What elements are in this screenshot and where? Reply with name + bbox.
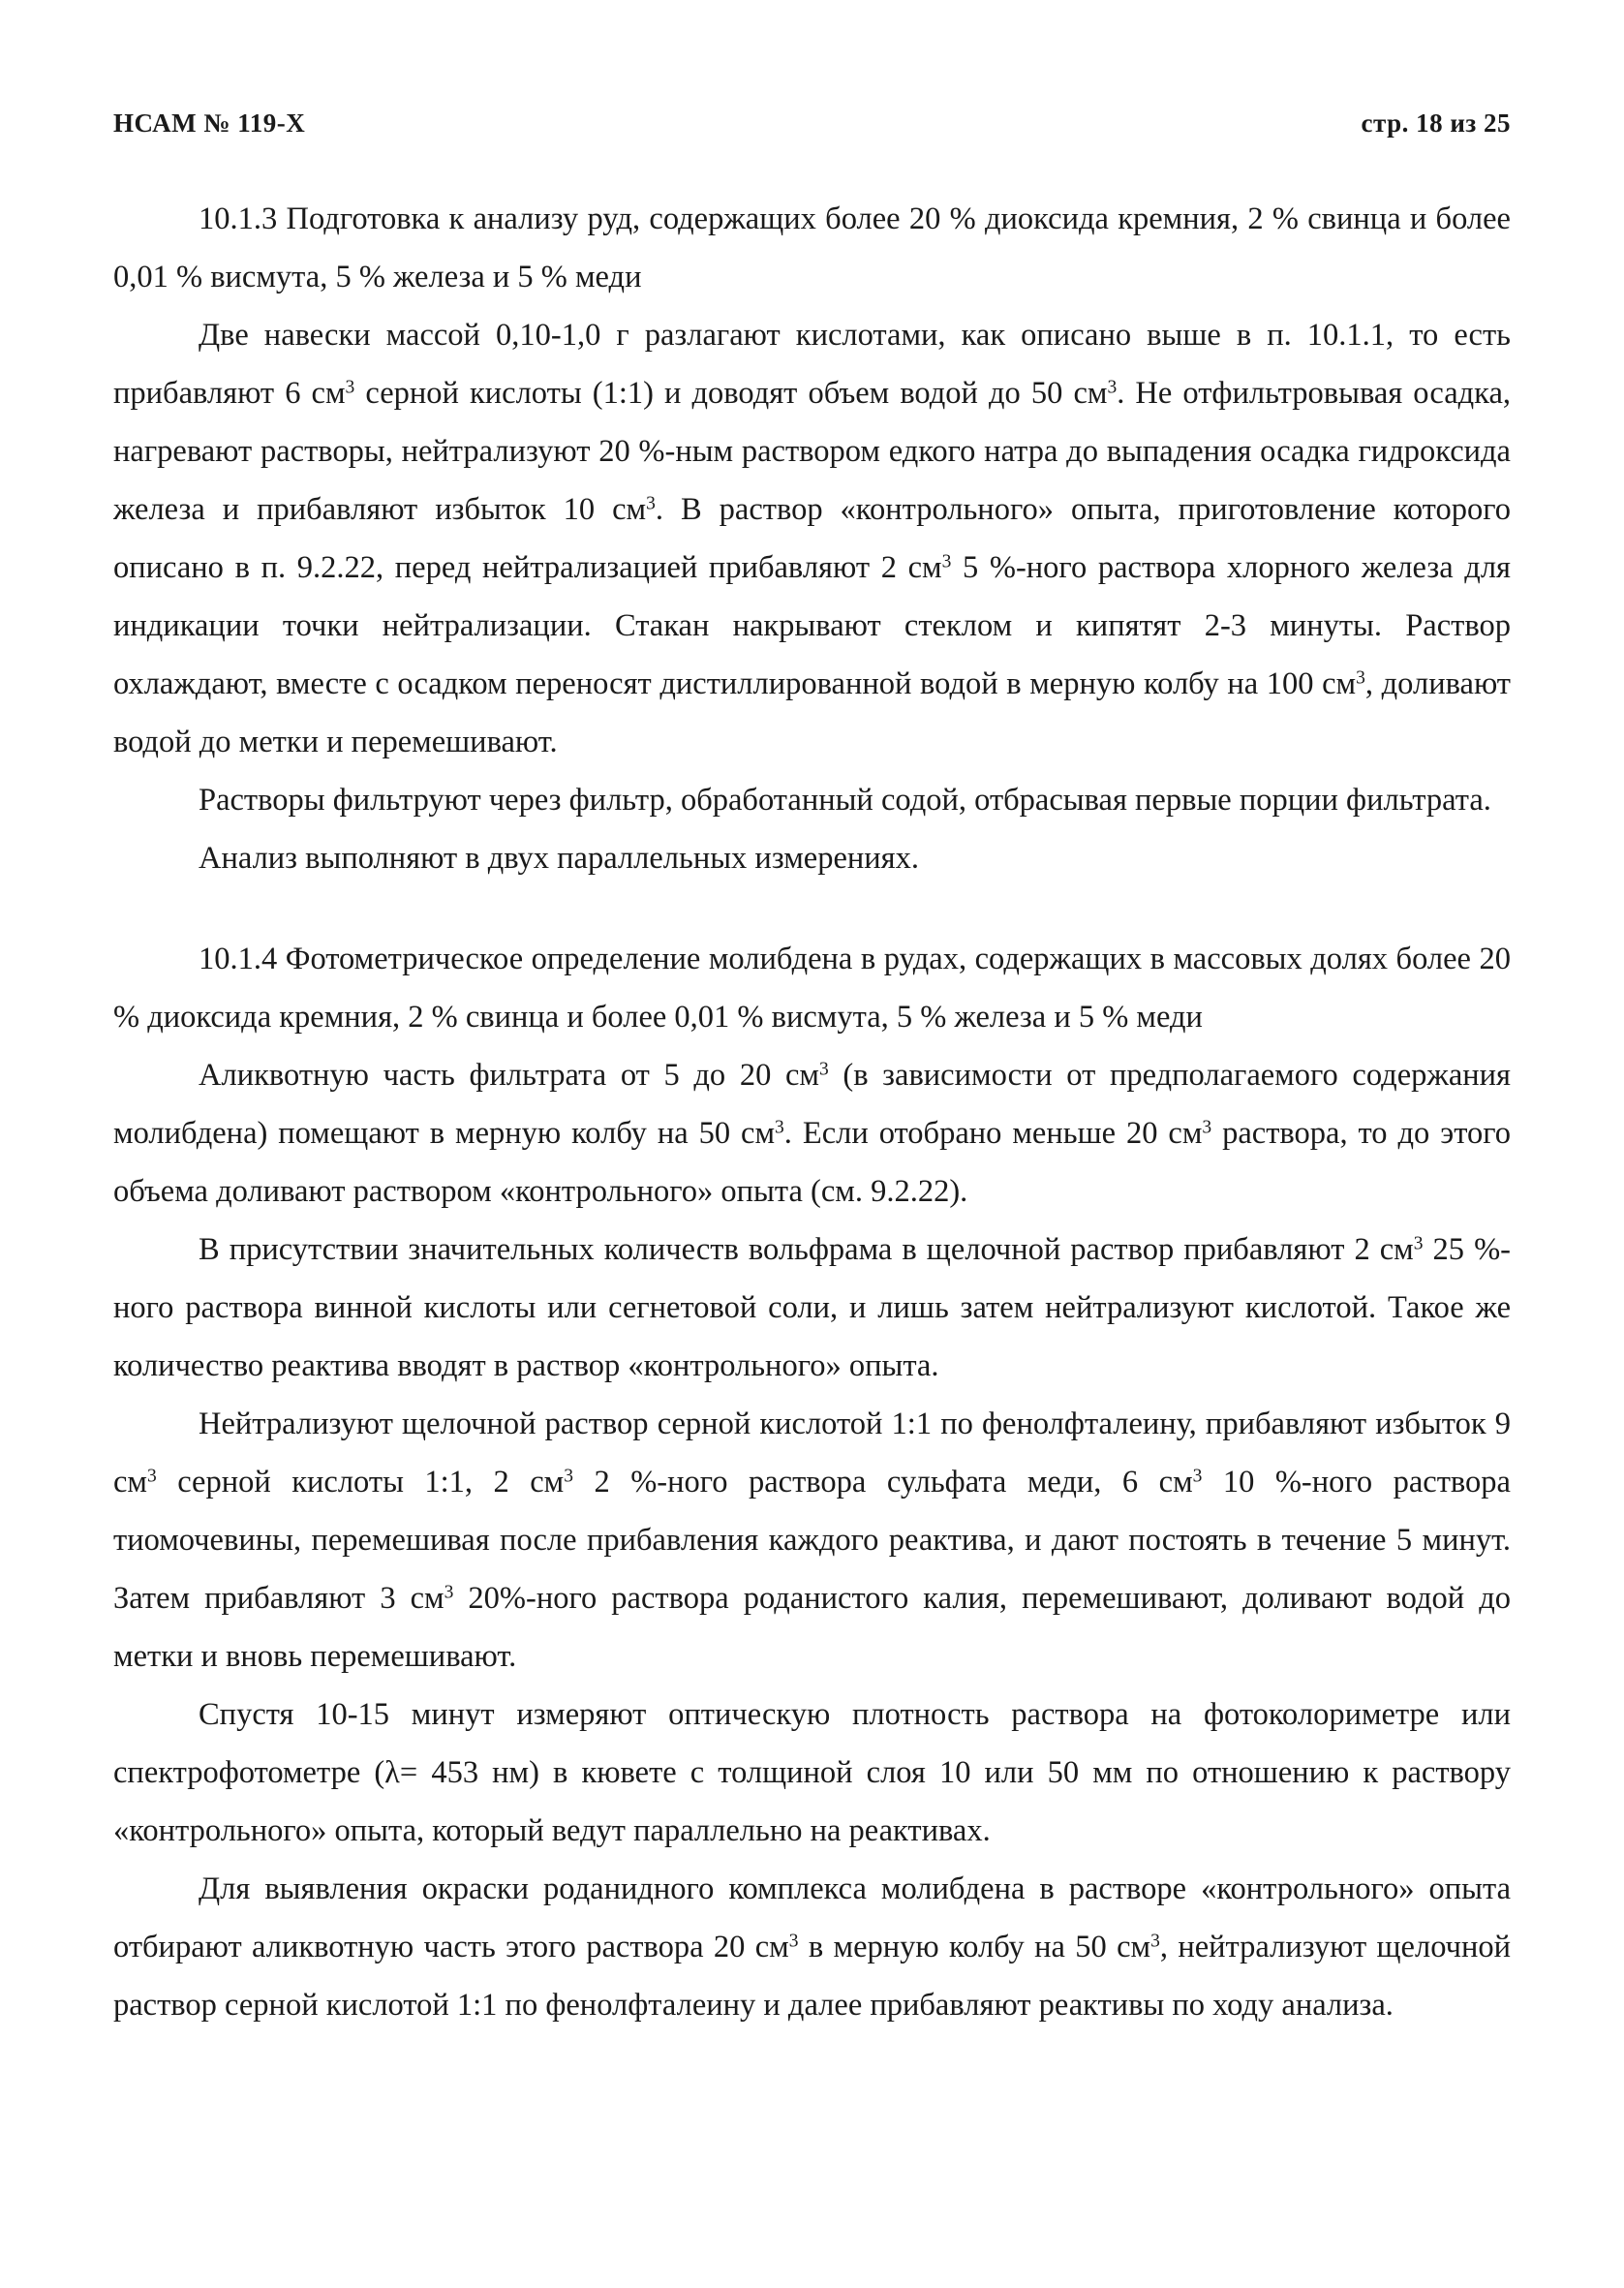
paragraph: Растворы фильтруют через фильтр, обработанный содой, отбрасывая первые порции фильтрата.: [199, 783, 1491, 818]
paragraph: Анализ выполняют в двух параллельных измерениях.: [199, 841, 919, 876]
paragraph: Для выявления окраски роданидного комплекса молибдена в растворе «контрольного» опыта отбирают аликвотную часть этого раствора 20 $см^3$ в мерную колбу на 50 $см^3$, нейтрализуют щелочной раствор серной кислотой 1:1 по фенолфталеину и далее прибавляют реактивы по ходу анализа.: [113, 1871, 1511, 2023]
paragraph: Спустя 10-15 минут измеряют оптическую плотность раствора на фотоколориметре или спектрофотометре (λ= 453 нм) в кювете с толщиной слоя 10 или 50 мм по отношению к раствору «контрольного» опыта, который ведут параллельно на реактивах.: [113, 1697, 1511, 1848]
section-heading-10-1-3: 10.1.3 Подготовка к анализу руд, содержащих более 20 % диоксида кремния, 2 % свинца и более 0,01 % висмута, 5 % железа и 5 % меди: [113, 201, 1511, 294]
page-header: [113, 108, 1511, 139]
section-spacer: [113, 887, 1511, 930]
paragraph: Две навески массой 0,10-1,0 г разлагают кислотами, как описано выше в п. 10.1.1, то есть прибавляют 6 $см^3$ серной кислоты (1:1) и доводят объем водой до 50 $см^3$. Не отфильтровывая осадка, нагревают растворы, нейтрализуют 20 %-ным раствором едкого натра до выпадения осадка гидроксида железа и прибавляют избыток 10 $см^3$. В раствор «контрольного» опыта, приготовление которого описано в п. 9.2.22, перед нейтрализацией прибавляют 2 $см^3$ 5 %-ного раствора хлорного железа для индикации точки нейтрализации. Стакан накрывают стеклом и кипятят 2-3 минуты. Раствор охлаждают, вместе с осадком переносят дистиллированной водой в мерную колбу на 100 $см^3$, доливают водой до метки и перемешивают.: [113, 318, 1511, 759]
section-heading-10-1-4: 10.1.4 Фотометрическое определение молибдена в рудах, содержащих в массовых долях более 20 % диоксида кремния, 2 % свинца и более 0,01 % висмута, 5 % железа и 5 % меди: [113, 942, 1511, 1035]
paragraph: Аликвотную часть фильтрата от 5 до 20 $см^3$ (в зависимости от предполагаемого содержания молибдена) помещают в мерную колбу на 50 $см^3$. Если отобрано меньше 20 $см^3$ раствора, то до этого объема доливают раствором «контрольного» опыта (см. 9.2.22).: [113, 1058, 1511, 1209]
document-body: [113, 190, 1511, 2034]
paragraph: Нейтрализуют щелочной раствор серной кислотой 1:1 по фенолфталеину, прибавляют избыток 9 $см^3$ серной кислоты 1:1, 2 $см^3$ 2 %-ного раствора сульфата меди, 6 $см^3$ 10 %-ного раствора тиомочевины, перемешивая после прибавления каждого реактива, и дают постоять в течение 5 минут. Затем прибавляют 3 $см^3$ 20%-ного раствора роданистого калия, перемешивают, доливают водой до метки и вновь перемешивают.: [113, 1407, 1511, 1674]
paragraph: В присутствии значительных количеств вольфрама в щелочной раствор прибавляют 2 $см^3$ 25 %-ного раствора винной кислоты или сегнетовой соли, и лишь затем нейтрализуют кислотой. Такое же количество реактива вводят в раствор «контрольного» опыта.: [113, 1232, 1511, 1383]
document-id: НСАМ № 119-Х: [113, 108, 306, 138]
page-number: стр. 18 из 25: [1361, 108, 1511, 138]
